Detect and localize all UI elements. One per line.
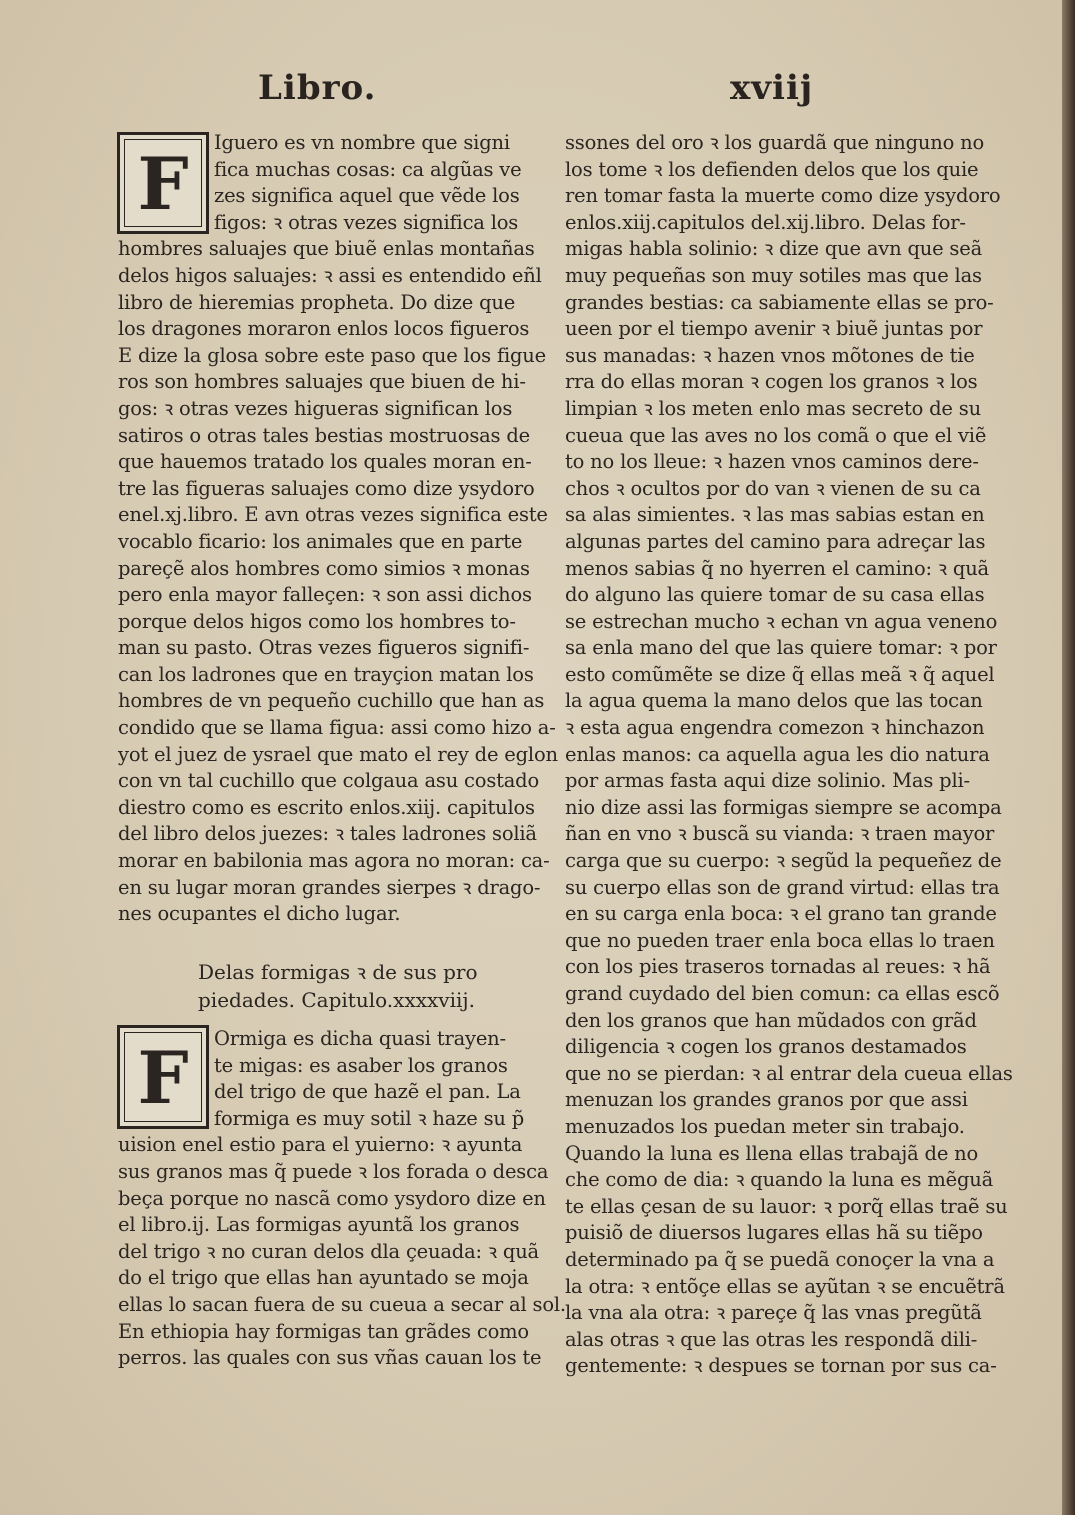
text-line: ssones del oro ꝛ los guardã que ninguno no — [565, 131, 985, 154]
text-line: esto comũmẽte se dize q̃ ellas meã ꝛ q̃ aquel — [565, 662, 995, 686]
text-line: cueua que las aves no los comã o que el viẽ — [565, 423, 987, 447]
text-line: do el trigo que ellas han ayuntado se moja — [118, 1266, 529, 1290]
text-line: que hauemos tratado los quales moran en- — [118, 450, 532, 474]
text-line: ñan en vno ꝛ buscã su vianda: ꝛ traen mayor — [565, 822, 995, 846]
text-line: alas otras ꝛ que las otras les respondã dili- — [565, 1327, 978, 1351]
text-line: diligencia ꝛ cogen los granos destamados — [565, 1035, 967, 1059]
text-line: sa enla mano del que las quiere tomar: ꝛ por — [565, 636, 997, 660]
text-line: che como de dia: ꝛ quando la luna es mẽguã — [565, 1168, 994, 1192]
text-line: Iguero es vn nombre que signi — [214, 131, 510, 154]
text-line: te ellas çesan de su lauor: ꝛ porq̃ ellas traẽ su — [565, 1194, 1008, 1218]
text-line: pero enla mayor falleçen: ꝛ son assi dichos — [118, 583, 532, 607]
text-line: do alguno las quiere tomar de su casa ellas — [565, 583, 985, 607]
text-line: diestro como es escrito enlos.xiij. capitulos — [118, 795, 535, 819]
text-line: puisiõ de diuersos lugares ellas hã su tiẽpo — [565, 1221, 983, 1245]
text-line: condido que se llama figua: assi como hizo a- — [118, 716, 556, 740]
decorated-initial-2: F — [117, 1025, 209, 1129]
text-line: algunas partes del camino para adreçar las — [565, 529, 986, 553]
text-line: enlos.xiij.capitulos del.xij.libro. Delas for- — [565, 210, 966, 234]
text-line: los tome ꝛ los defienden delos que los quie — [565, 157, 979, 181]
text-line: menos sabias q̃ no hyerren el camino: ꝛ quã — [565, 556, 989, 580]
text-line: rra do ellas moran ꝛ cogen los granos ꝛ los — [565, 370, 978, 394]
text-line: ueen por el tiempo avenir ꝛ biuẽ juntas por — [565, 317, 983, 341]
text-line: hombres saluajes que biuẽ enlas montañas — [118, 237, 535, 261]
text-line: Quando la luna es llena ellas trabajã de no — [565, 1141, 979, 1165]
text-line: del trigo ꝛ no curan delos dla çeuada: ꝛ quã — [118, 1239, 539, 1263]
text-line: sus manadas: ꝛ hazen vnos mõtones de tie — [565, 343, 975, 367]
text-line: migas habla solinio: ꝛ dize que avn que seã — [565, 237, 982, 261]
text-line: la vna ala otra: ꝛ pareçe q̃ las vnas pregũtã — [565, 1301, 982, 1325]
chapter-heading-line: Delas formigas ꝛ de sus pro — [198, 960, 478, 984]
text-line: enlas manos: ca aquella agua les dio natura — [565, 742, 990, 766]
text-line: perros. las quales con sus vñas cauan los te — [118, 1346, 542, 1370]
text-line: tre las figueras saluajes como dize ysydoro — [118, 476, 535, 500]
text-line: uision enel estio para el yuierno: ꝛ ayunta — [118, 1133, 523, 1157]
text-line: en su carga enla boca: ꝛ el grano tan grande — [565, 902, 997, 926]
text-line: ellas lo sacan fuera de su cueua a secar al sol. — [118, 1292, 566, 1316]
text-line: En ethiopia hay formigas tan grãdes como — [118, 1319, 529, 1343]
left-column — [118, 130, 558, 928]
text-line: fica muchas cosas: ca algũas ve — [214, 157, 522, 181]
text-line: te migas: es asaber los granos — [214, 1053, 508, 1077]
text-line: den los granos que han mũdados con grãd — [565, 1008, 977, 1032]
text-line: el libro.ij. Las formigas ayuntã los granos — [118, 1213, 520, 1237]
text-line: can los ladrones que en trayçion matan los — [118, 662, 534, 686]
text-line: Ormiga es dicha quasi trayen- — [214, 1027, 506, 1050]
text-line: ꝛ esta agua engendra comezon ꝛ hinchazon — [565, 716, 985, 740]
text-line: grand cuydado del bien comun: ca ellas escõ — [565, 982, 1000, 1005]
text-line: libro de hieremias propheta. Do dize que — [118, 290, 516, 314]
right-column — [565, 130, 1013, 1380]
text-line: E dize la glosa sobre este paso que los figue — [118, 343, 546, 367]
book-edge — [1062, 0, 1075, 1515]
text-line: morar en babilonia mas agora no moran: ca- — [118, 849, 550, 873]
running-head-left: Libro. — [258, 68, 377, 108]
text-line: gos: ꝛ otras vezes higueras significan los — [118, 396, 513, 420]
text-line: en su lugar moran grandes sierpes ꝛ drago- — [118, 875, 541, 899]
folio-number: xviij — [730, 68, 814, 108]
text-line: nio dize assi las formigas siempre se acompa — [565, 795, 1002, 819]
text-line: muy pequeñas son muy sotiles mas que las — [565, 263, 982, 287]
text-line: satiros o otras tales bestias mostruosas de — [118, 423, 530, 447]
text-line: menuzan los grandes granos por que assi — [565, 1088, 968, 1112]
text-line: la otra: ꝛ entõçe ellas se ayũtan ꝛ se encuẽtrã — [565, 1274, 1005, 1298]
text-line: que no se pierdan: ꝛ al entrar dela cueua ellas — [565, 1061, 1013, 1085]
text-line: del libro delos juezes: ꝛ tales ladrones soliã — [118, 822, 537, 846]
text-line: zes significa aquel que vẽde los — [214, 184, 520, 208]
text-line: la agua quema la mano delos que las tocan — [565, 689, 983, 713]
text-line: su cuerpo ellas son de grand virtud: ellas tra — [565, 875, 1000, 899]
text-line: del trigo de que hazẽ el pan. La — [214, 1080, 521, 1104]
text-line: sa alas simientes. ꝛ las mas sabias estan en — [565, 503, 985, 527]
text-line: nes ocupantes el dicho lugar. — [118, 902, 401, 926]
text-line: grandes bestias: ca sabiamente ellas se pro- — [565, 290, 994, 314]
text-line: que no pueden traer enla boca ellas lo traen — [565, 928, 995, 952]
text-line: delos higos saluajes: ꝛ assi es entendido eñl — [118, 263, 542, 287]
text-line: pareçẽ alos hombres como simios ꝛ monas — [118, 556, 530, 580]
text-line: formiga es muy sotil ꝛ haze su p̃ — [214, 1106, 525, 1130]
text-line: beça porque no nascã como ysydoro dize en — [118, 1186, 546, 1210]
text-line: man su pasto. Otras vezes figueros signifi- — [118, 636, 530, 660]
text-line: menuzados los puedan meter sin trabajo. — [565, 1114, 965, 1138]
text-line: con los pies traseros tornadas al reues: ꝛ hã — [565, 955, 991, 979]
text-line: se estrechan mucho ꝛ echan vn agua veneno — [565, 609, 998, 633]
text-line: con vn tal cuchillo que colgaua asu costado — [118, 769, 540, 793]
text-line: gentemente: ꝛ despues se tornan por sus ca- — [565, 1354, 997, 1378]
text-line: to no los lleue: ꝛ hazen vnos caminos dere- — [565, 450, 979, 474]
text-line: determinado pa q̃ se puedã conoçer la vna a — [565, 1247, 995, 1271]
chapter-heading — [198, 958, 498, 1014]
text-line: ros son hombres saluajes que biuen de hi- — [118, 370, 526, 394]
text-line: hombres de vn pequeño cuchillo que han as — [118, 689, 545, 713]
chapter-heading-line: piedades. Capitulo.xxxxviij. — [198, 988, 475, 1012]
text-line: los dragones moraron enlos locos figueros — [118, 317, 530, 341]
text-line: sus granos mas q̃ puede ꝛ los forada o desca — [118, 1159, 549, 1183]
text-line: limpian ꝛ los meten enlo mas secreto de su — [565, 396, 981, 420]
text-line: chos ꝛ ocultos por do van ꝛ vienen de su ca — [565, 476, 981, 500]
text-line: carga que su cuerpo: ꝛ segũd la pequeñez de — [565, 849, 1002, 873]
decorated-initial-1: F — [117, 132, 209, 234]
text-line: ren tomar fasta la muerte como dize ysydoro — [565, 184, 1001, 208]
left-column-second-paragraph — [118, 1026, 566, 1372]
text-line: yot el juez de ysrael que mato el rey de eglon — [118, 742, 558, 766]
text-line: enel.xj.libro. E avn otras vezes significa este — [118, 503, 548, 527]
text-line: vocablo ficario: los animales que en parte — [118, 529, 523, 553]
text-line: por armas fasta aqui dize solinio. Mas pli- — [565, 769, 970, 793]
text-line: figos: ꝛ otras vezes significa los — [214, 210, 519, 234]
text-line: porque delos higos como los hombres to- — [118, 609, 516, 633]
